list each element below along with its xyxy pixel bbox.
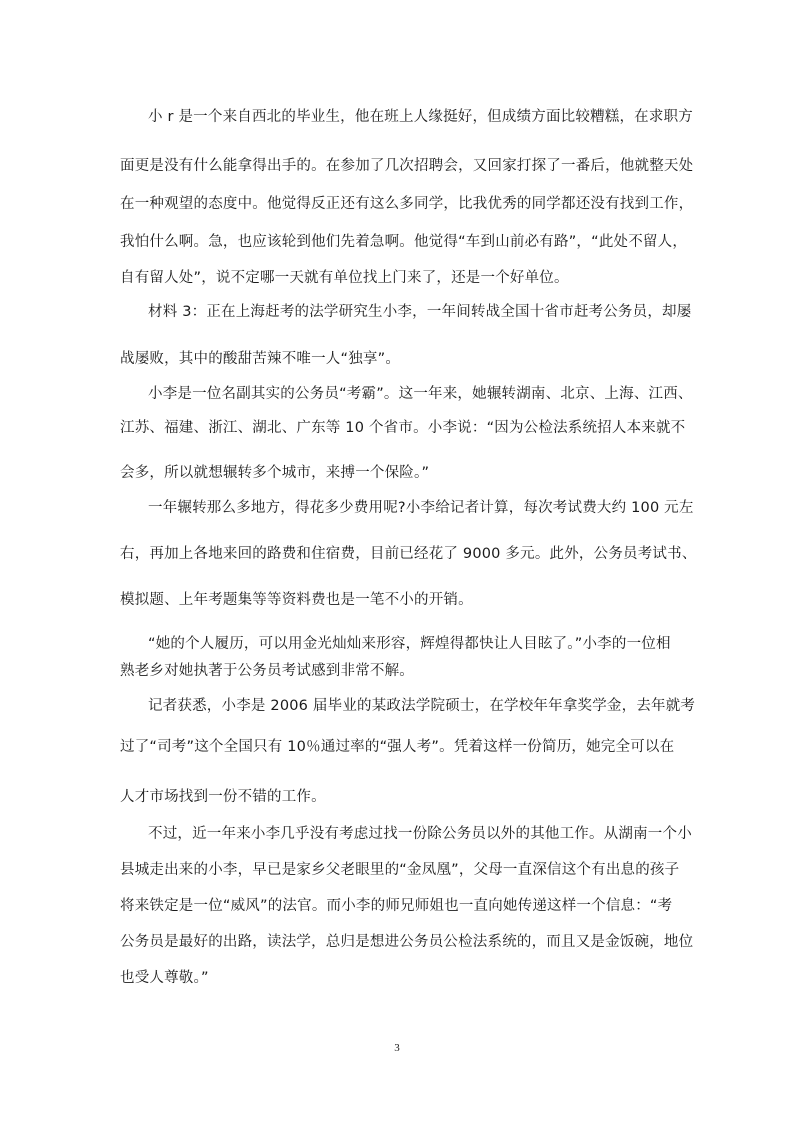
text-line: 小 r 是一个来自西北的毕业生，他在班上人缘挺好，但成绩方面比较糟糕，在求职方 xyxy=(148,109,693,125)
page-number: 3 xyxy=(394,1042,400,1054)
text-line: 一年辗转那么多地方，得花多少费用呢?小李给记者计算，每次考试费大约 100 元左 xyxy=(148,500,694,516)
text-line: 模拟题、上年考题集等等资料费也是一笔不小的开销。 xyxy=(120,592,473,608)
text-line: 会多，所以就想辗转多个城市，来搏一个保险。” xyxy=(120,465,430,481)
text-line: 小李是一位名副其实的公务员“考霸”。这一年来，她辗转湖南、北京、上海、江西、 xyxy=(148,386,693,402)
text-line: 战屡败，其中的酸甜苦辣不唯一人“独享”。 xyxy=(120,351,401,367)
text-line: 县城走出来的小李，早已是家乡父老眼里的“金凤凰”，父母一直深信这个有出息的孩子 xyxy=(120,862,680,878)
text-line: 也受人尊敬。” xyxy=(120,970,209,986)
text-line: 面更是没有什么能拿得出手的。在参加了几次招聘会，又回家打探了一番后，他就整天处 xyxy=(120,158,694,174)
text-line: 将来铁定是一位“威风”的法官。而小李的师兄师姐也一直向她传递这样一个信息：“考 xyxy=(120,898,673,914)
text-line: 材料 3：正在上海赶考的法学研究生小李，一年间转战全国十省市赶考公务员，却屡 xyxy=(148,304,692,320)
text-line: 不过，近一年来小李几乎没有考虑过找一份除公务员以外的其他工作。从湖南一个小 xyxy=(148,826,692,842)
text-line: 过了“司考”这个全国只有 10％通过率的“强人考”。凭着这样一份简历，她完全可以在 xyxy=(120,739,675,755)
text-line: 江苏、福建、浙江、湖北、广东等 10 个省市。小李说：“因为公检法系统招人本来就不 xyxy=(120,420,686,436)
text-line: 公务员是最好的出路，读法学，总归是想进公务员公检法系统的，而且又是金饭碗，地位 xyxy=(120,934,694,950)
text-line: 在一种观望的态度中。他觉得反正还有这么多同学，比我优秀的同学都还没有找到工作， xyxy=(120,196,694,212)
text-line: 人才市场找到一份不错的工作。 xyxy=(120,789,326,805)
text-line: 记者获悉，小李是 2006 届毕业的某政法学院硕士，在学校年年拿奖学金，去年就考 xyxy=(148,698,696,714)
text-line: 熟老乡对她执著于公务员考试感到非常不解。 xyxy=(120,663,414,679)
text-line: 自有留人处”，说不定哪一天就有单位找上门来了，还是一个好单位。 xyxy=(120,270,569,286)
text-line: “她的个人履历，可以用金光灿灿来形容，辉煌得都快让人目眩了。”小李的一位相 xyxy=(148,636,671,652)
text-line: 我怕什么啊。急，也应该轮到他们先着急啊。他觉得“车到山前必有路”，“此处不留人， xyxy=(120,234,688,250)
text-line: 右，再加上各地来回的路费和住宿费，目前已经花了 9000 多元。此外，公务员考试书、 xyxy=(120,546,697,562)
